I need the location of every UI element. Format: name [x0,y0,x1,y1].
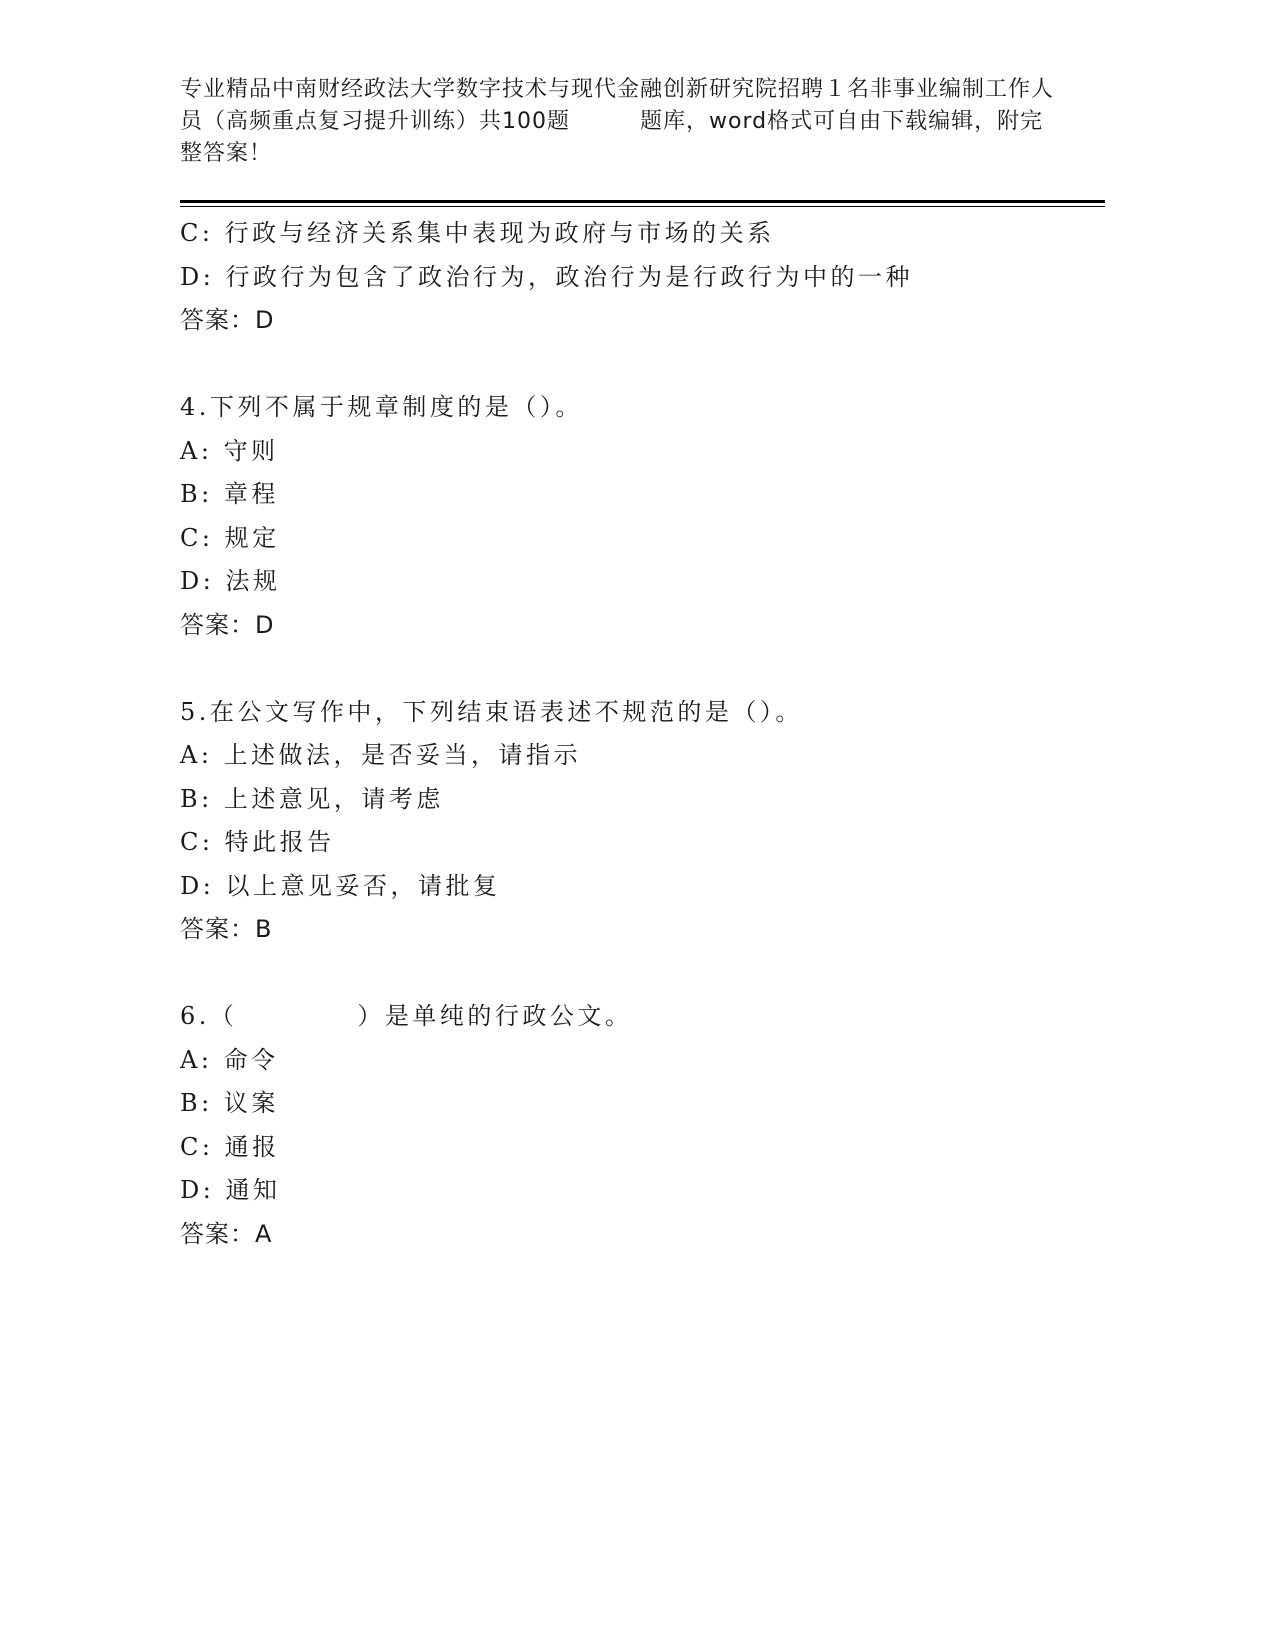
option-letter: C: [180,219,214,247]
option-text: 通报 [224,1132,280,1161]
option-text: 通知 [225,1176,281,1204]
option-text: 命令 [223,1045,279,1074]
option-c [180,517,1105,561]
option-text: 以上意见妥否，请批复 [225,871,501,900]
option-text: 法规 [225,567,281,595]
option-letter: D: [180,567,215,595]
option-text: 章程 [223,480,279,508]
option-text: 行政行为包含了政治行为，政治行为是行政行为中的一种 [225,262,913,291]
question-stem: 5.在公文写作中，下列结束语表述不规范的是（）。 [180,697,803,726]
answer-line: 答案：D [180,610,275,639]
option-text: 守则 [223,436,279,465]
spacer [180,647,1105,691]
option-c [180,821,1105,865]
option-d [180,1169,1105,1213]
option-text: 上述做法，是否妥当，请指示 [223,741,582,769]
option-c [180,1126,1105,1170]
option-c [180,212,1105,256]
header-divider-thick [180,200,1105,203]
question-list [180,212,1105,1256]
header-title-part1: 专业精品中南财经政法大学数字技术与现代金融创新研究院招聘１名非事业编制工作人员（高频重点复习提升训练）共100题 [180,77,1055,134]
option-letter: D: [180,871,215,900]
question-5 [180,691,1105,952]
option-text: 议案 [223,1089,279,1117]
option-letter: B: [180,1089,213,1117]
option-letter: A: [180,1045,213,1074]
option-text: 行政与经济关系集中表现为政府与市场的关系 [224,219,775,247]
option-letter: A: [180,741,213,769]
option-a [180,430,1105,474]
option-letter: C: [180,828,214,856]
option-d [180,865,1105,909]
spacer [180,343,1105,387]
question-3-tail [180,212,1105,343]
question-stem-prefix: 6.（ [180,1002,238,1030]
question-stem: 4.下列不属于规章制度的是（）。 [180,393,583,421]
question-stem [180,995,1105,1039]
question-4 [180,386,1105,647]
option-letter: A: [180,436,213,465]
option-letter: B: [180,784,213,813]
document-header [180,74,1060,170]
header-divider-thin [180,206,1105,207]
answer-line: 答案：B [180,915,273,943]
option-d [180,256,1105,300]
option-a [180,1039,1105,1083]
question-stem-suffix: ）是单纯的行政公文。 [357,1002,633,1030]
option-letter: B: [180,480,213,508]
spacer [180,952,1105,996]
option-b [180,1082,1105,1126]
option-a [180,734,1105,778]
option-b [180,473,1105,517]
option-text: 特此报告 [224,828,335,856]
option-text: 规定 [224,523,280,552]
option-letter: D: [180,1176,215,1204]
option-b [180,778,1105,822]
option-letter: D: [180,262,215,291]
option-letter: C: [180,1132,214,1161]
header-title-part2: 题库，word格式可自由下载编辑，附完整答案！ [180,109,1044,166]
answer-line: 答案：D [180,306,275,334]
option-letter: C: [180,523,214,552]
option-d [180,560,1105,604]
answer-line: 答案：A [180,1219,273,1248]
option-text: 上述意见，请考虑 [223,784,444,813]
question-6 [180,995,1105,1256]
